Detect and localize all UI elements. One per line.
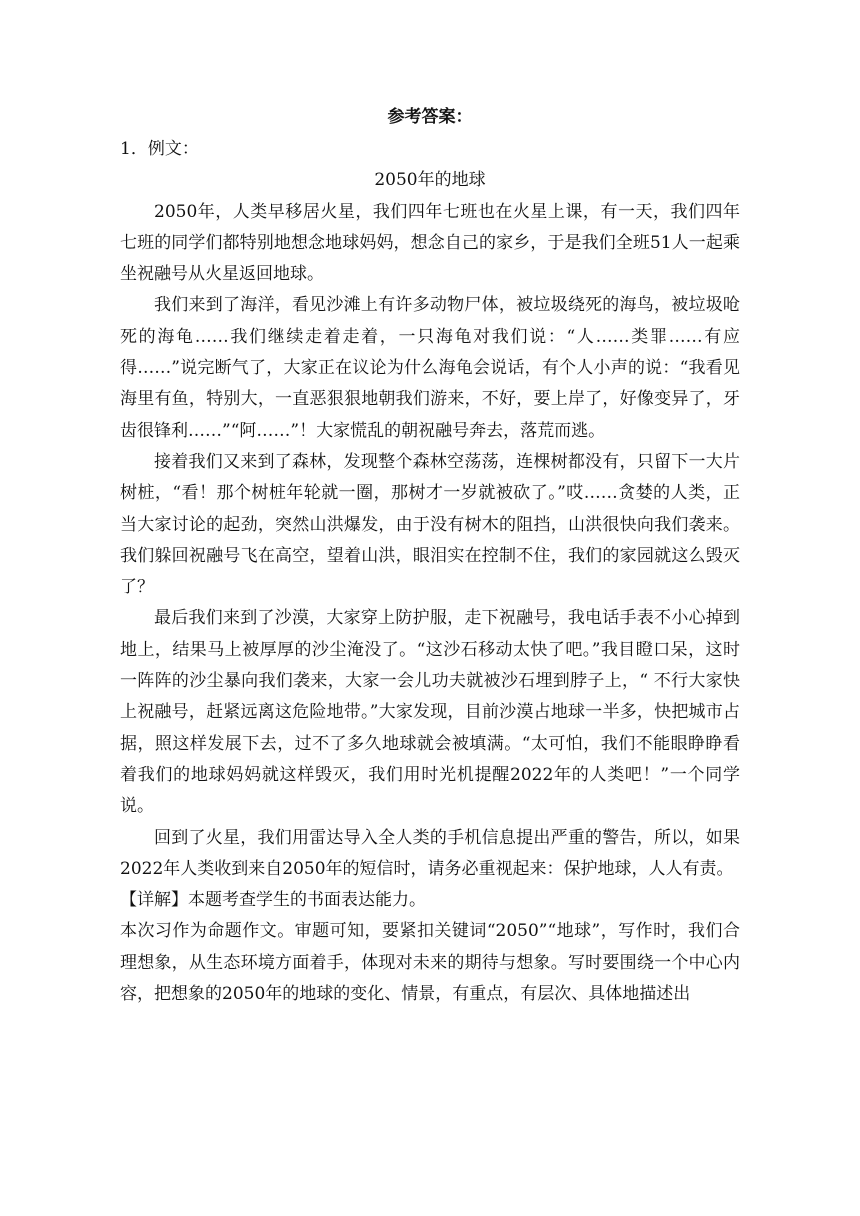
essay-paragraph: 2050年，人类早移居火星，我们四年七班也在火星上课，有一天，我们四年七班的同学们都特别地想念地球妈妈，想念自己的家乡，于是我们全班51人一起乘坐祝融号从火星返回地球。 — [120, 201, 740, 285]
question-label: 1．例文： — [120, 139, 199, 159]
essay-paragraph: 接着我们又来到了森林，发现整个森林空荡荡，连棵树都没有，只留下一大片树桩，“看！那个树桩年轮就一圈，那树才一岁就被砍了。”哎……贪婪的人类，正当大家讨论的起劲，突然山洪爆发，由于没有树木的阻挡，山洪很快向我们袭来。我们躲回祝融号飞在高空，望着山洪，眼泪实在控制不住，我们的家园就这么毁灭了？ — [120, 451, 740, 598]
detail-label: 【详解】本题考查学生的书面表达能力。 — [120, 890, 426, 911]
answer-heading: 参考答案： — [387, 107, 473, 127]
essay-paragraph: 回到了火星，我们用雷达导入全人类的手机信息提出严重的警告，所以，如果2022年人类收到来自2050年的短信时，请务必重视起来：保护地球，人人有责。 — [120, 827, 740, 879]
essay-paragraph: 我们来到了海洋，看见沙滩上有许多动物尸体，被垃圾绕死的海鸟，被垃圾呛死的海龟……我们继续走着走着，一只海龟对我们说：“人……类罪……有应得……”说完断气了，大家正在议论为什么海龟会说话，有个人小声的说：“我看见海里有鱼，特别大，一直恶狠狠地朝我们游来，不好，要上岸了，好像变异了，牙齿很锋利……”“阿……”！大家慌乱的朝祝融号奔去，落荒而逃。 — [120, 295, 740, 441]
analysis-text: 本次习作为命题作文。审题可知，要紧扣关键词“2050”“地球”，写作时，我们合理想象，从生态环境方面着手，体现对未来的期待与想象。写时要围绕一个中心内容，把想象的2050年的地球的变化、情景，有重点，有层次、具体地描述出 — [120, 921, 740, 1005]
essay-paragraph: 最后我们来到了沙漠，大家穿上防护服，走下祝融号，我电话手表不小心掉到地上，结果马上被厚厚的沙尘淹没了。“这沙石移动太快了吧。”我目瞪口呆，这时一阵阵的沙尘暴向我们袭来，大家一会儿功夫就被沙石埋到脖子上，“ 不行大家快上祝融号，赶紧远离这危险地带。”大家发现，目前沙漠占地球一半多，快把城市占据，照这样发展下去，过不了多久地球就会被填满。“太可怕，我们不能眼睁睁看着我们的地球妈妈就这样毁灭，我们用时光机提醒2022年的人类吧！”一个同学说。 — [120, 608, 740, 817]
essay-title: 2050年的地球 — [374, 170, 486, 191]
